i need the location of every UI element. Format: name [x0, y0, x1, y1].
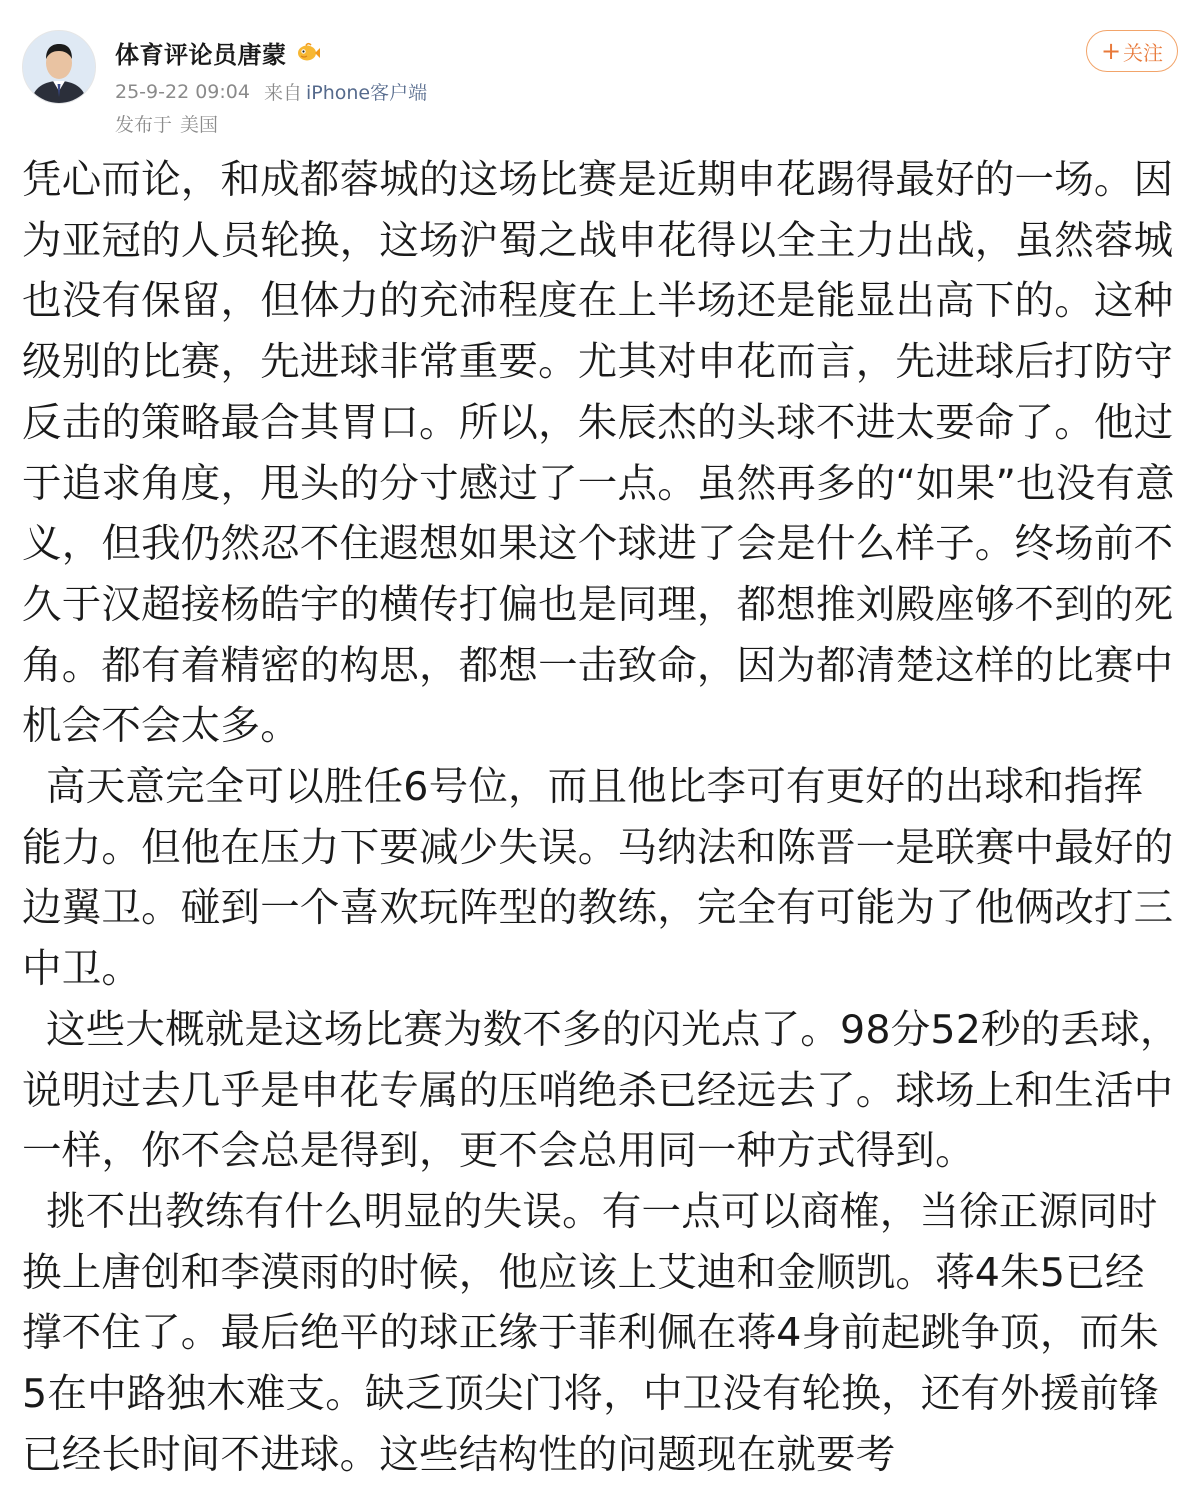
- plus-icon: +: [1100, 37, 1122, 65]
- source-prefix: 来自: [263, 82, 302, 104]
- post-header: [0, 0, 1200, 140]
- location-value: 美国: [180, 114, 219, 136]
- fish-badge-icon: [295, 39, 321, 65]
- post-paragraph-2: 高天意完全可以胜任6号位，而且他比李可有更好的出球和指挥能力。但他在压力下要减少失误。马纳法和陈晋一是联赛中最好的边翼卫。碰到一个喜欢玩阵型的教练，完全有可能为了他俩改打三中卫。: [22, 764, 1174, 993]
- post-body: [22, 150, 1182, 1485]
- follow-label: 关注: [1123, 40, 1164, 65]
- post-paragraph-1: 凭心而论，和成都蓉城的这场比赛是近期申花踢得最好的一场。因为亚冠的人员轮换，这场沪蜀之战申花得以全主力出战，虽然蓉城也没有保留，但体力的充沛程度在上半场还是能显出高下的。这种级别的比赛，先进球非常重要。尤其对申花而言，先进球后打防守反击的策略最合其胃口。所以，朱辰杰的头球不进太要命了。他过于追求角度，甩头的分寸感过了一点。虽然再多的“如果”也没有意义，但我仍然忍不住遐想如果这个球进了会是什么样子。终场前不久于汉超接杨皓宇的横传打偏也是同理，都想推刘殿座够不到的死角。都有着精密的构思，都想一击致命，因为都清楚这样的比赛中机会不会太多。: [22, 157, 1175, 750]
- avatar[interactable]: [22, 30, 96, 104]
- author-name[interactable]: 体育评论员唐蒙: [115, 40, 287, 69]
- author-row: [115, 34, 321, 70]
- post-paragraph-4: 挑不出教练有什么明显的失误。有一点可以商榷，当徐正源同时换上唐创和李漠雨的时候，他应该上艾迪和金顺凯。蒋4朱5已经撑不住了。最后绝平的球正缘于菲利佩在蒋4身前起跳争顶，而朱5在中路独木难支。缺乏顶尖门将，中卫没有轮换，还有外援前锋已经长时间不进球。这些结构性的问题现在就要考: [22, 1188, 1159, 1478]
- post-meta: [115, 78, 427, 105]
- avatar-portrait-icon: [23, 31, 95, 103]
- follow-button[interactable]: [1086, 30, 1178, 72]
- post-paragraph-3: 这些大概就是这场比赛为数不多的闪光点了。98分52秒的丢球，说明过去几乎是申花专属的压哨绝杀已经远去了。球场上和生活中一样，你不会总是得到，更不会总用同一种方式得到。: [22, 1006, 1180, 1175]
- source-link[interactable]: iPhone客户端: [305, 82, 428, 104]
- post-location: [115, 110, 218, 137]
- post-timestamp: 25-9-22 09:04: [115, 80, 250, 103]
- post-source: [264, 78, 427, 105]
- location-prefix: 发布于: [115, 114, 173, 136]
